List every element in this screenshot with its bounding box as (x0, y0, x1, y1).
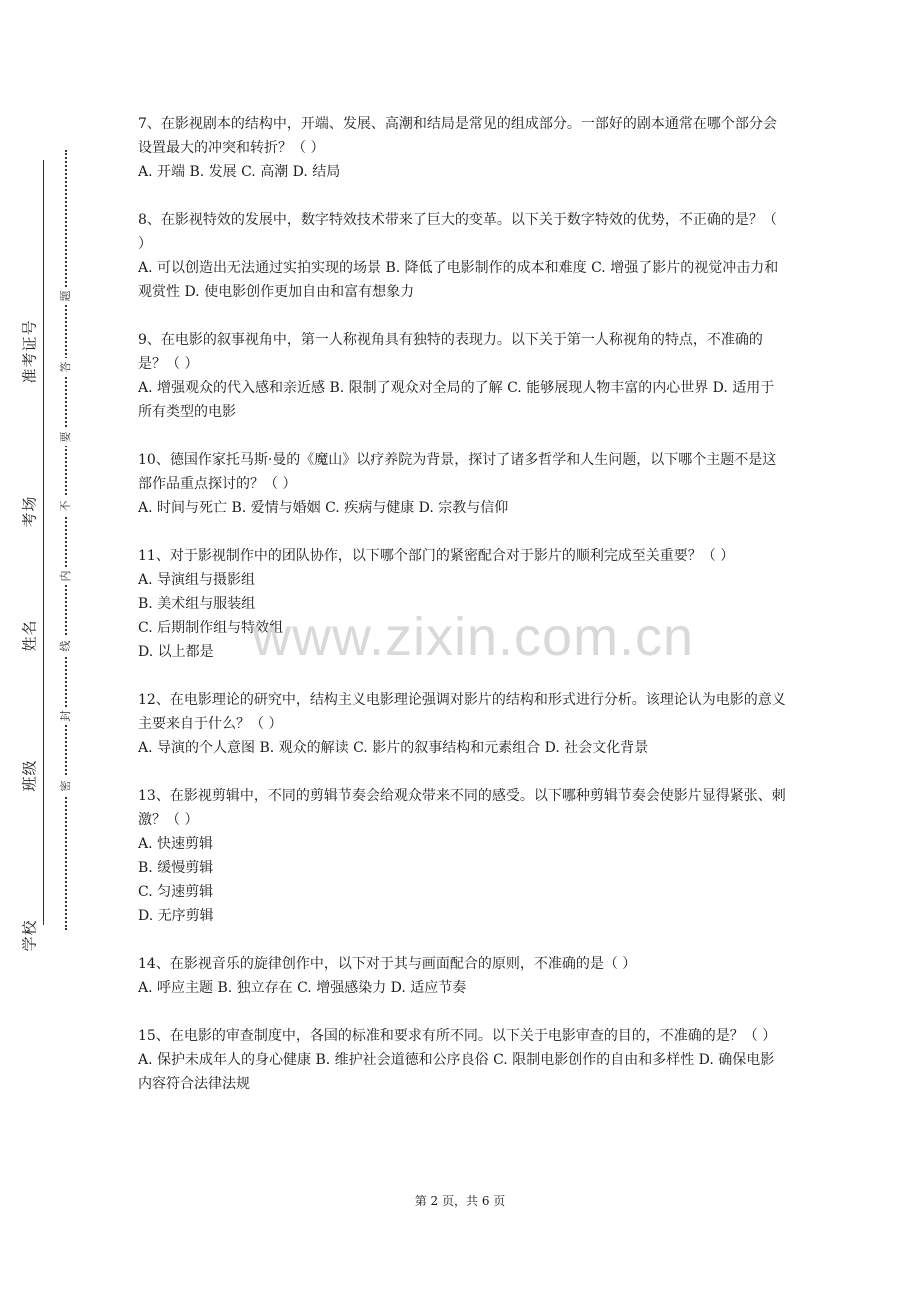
option-b: B. 缓慢剪辑 (138, 860, 214, 876)
question-7 (138, 112, 788, 184)
question-options: A. 保护未成年人的身心健康 B. 维护社会道德和公序良俗 C. 限制电影创作的自由和多样性 D. 确保电影内容符合法律法规 (138, 1052, 775, 1092)
seal-char: 题 (57, 287, 75, 305)
option-c: C. 后期制作组与特效组 (138, 620, 284, 636)
question-9 (138, 328, 788, 424)
question-text: 7、在影视剧本的结构中，开端、发展、高潮和结局是常见的组成部分。一部好的剧本通常在哪个部分会设置最大的冲突和转折？（ ） (138, 116, 777, 156)
option-d: D. 以上都是 (138, 644, 214, 660)
question-12 (138, 688, 788, 760)
question-text: 9、在电影的叙事视角中，第一人称视角具有独特的表现力。以下关于第一人称视角的特点，不准确的是？（ ） (138, 332, 763, 372)
question-10 (138, 448, 788, 520)
exam-room-label: 考场 (20, 495, 39, 528)
seal-char: 线 (57, 637, 75, 655)
seal-dotted-line (65, 150, 67, 930)
option-d: D. 无序剪辑 (138, 908, 214, 924)
seal-char: 要 (57, 428, 75, 446)
question-15 (138, 1024, 788, 1096)
question-8 (138, 208, 788, 304)
page-footer: 第 2 页，共 6 页 (414, 1194, 506, 1208)
school-label: 学校 (20, 919, 39, 952)
name-label: 姓名 (20, 619, 39, 652)
question-options: A. 增强观众的代入感和亲近感 B. 限制了观众对全局的了解 C. 能够展现人物丰富的内心世界 D. 适用于所有类型的电影 (138, 380, 775, 420)
question-14 (138, 952, 788, 1000)
question-text: 15、在电影的审查制度中，各国的标准和要求有所不同。以下关于电影审查的目的，不准确的是？（ ） (138, 1028, 777, 1044)
option-a: A. 导演组与摄影组 (138, 572, 256, 588)
question-options: A. 可以创造出无法通过实拍实现的场景 B. 降低了电影制作的成本和难度 C. 增强了影片的视觉冲击力和观赏性 D. 使电影创作更加自由和富有想象力 (138, 260, 779, 300)
watermark: www.zixin.com.cn (252, 607, 695, 667)
question-options: A. 导演的个人意图 B. 观众的解读 C. 影片的叙事结构和元素组合 D. 社会文化背景 (138, 740, 649, 756)
seal-char: 密 (57, 777, 75, 795)
question-13 (138, 784, 788, 928)
seal-char: 封 (57, 707, 75, 725)
question-options: A. 时间与死亡 B. 爱情与婚姻 C. 疾病与健康 D. 宗教与信仰 (138, 500, 509, 516)
option-a: A. 快速剪辑 (138, 836, 214, 852)
question-11 (138, 544, 788, 664)
question-text: 8、在影视特效的发展中，数字特效技术带来了巨大的变革。以下关于数字特效的优势，不正确的是？（ ） (138, 212, 777, 252)
binding-solid-line (43, 160, 44, 925)
option-c: C. 匀速剪辑 (138, 884, 214, 900)
question-options: A. 开端 B. 发展 C. 高潮 D. 结局 (138, 164, 341, 180)
question-text: 11、对于影视制作中的团队协作，以下哪个部门的紧密配合对于影片的顺利完成至关重要？（ ） (138, 548, 735, 564)
question-options: A. 呼应主题 B. 独立存在 C. 增强感染力 D. 适应节奏 (138, 980, 467, 996)
question-text: 10、德国作家托马斯·曼的《魔山》以疗养院为背景，探讨了诸多哲学和人生问题，以下哪个主题不是这部作品重点探讨的？（ ） (138, 452, 777, 492)
seal-char: 不 (57, 497, 75, 515)
question-text: 13、在影视剪辑中，不同的剪辑节奏会给观众带来不同的感受。以下哪种剪辑节奏会使影片显得紧张、刺激？（ ） (138, 788, 786, 828)
class-label: 班级 (20, 759, 39, 792)
option-b: B. 美术组与服装组 (138, 596, 256, 612)
seal-char: 答 (57, 358, 75, 376)
admission-number-label: 准考证号 (20, 319, 39, 384)
question-text: 12、在电影理论的研究中，结构主义电影理论强调对影片的结构和形式进行分析。该理论认为电影的意义主要来自于什么？（ ） (138, 692, 786, 732)
question-list (138, 112, 788, 1120)
seal-char: 内 (57, 567, 75, 585)
question-text: 14、在影视音乐的旋律创作中，以下对于其与画面配合的原则，不准确的是（ ） (138, 956, 637, 972)
